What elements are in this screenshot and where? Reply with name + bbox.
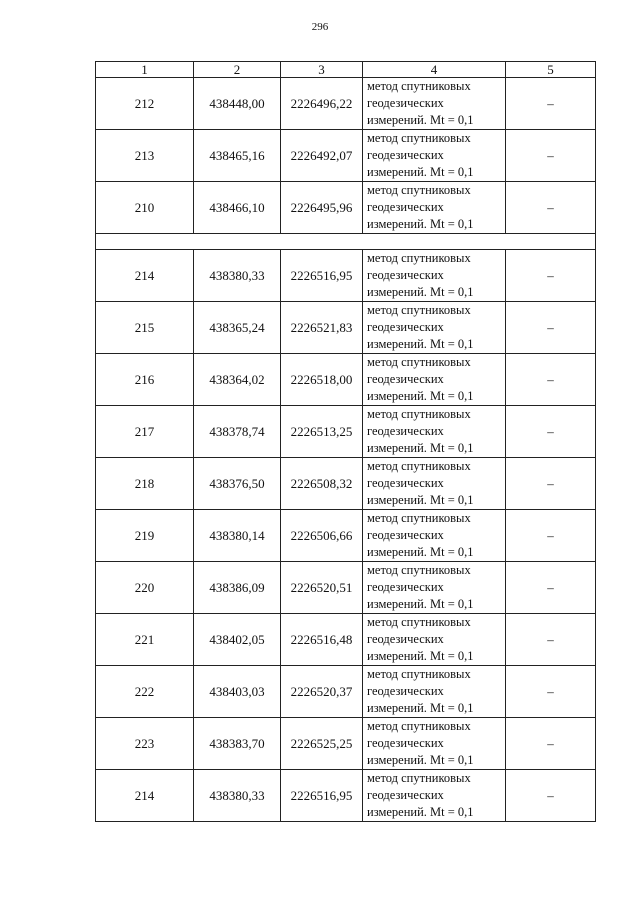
table-body: [96, 78, 596, 822]
method-line: метод спутниковых: [367, 719, 471, 733]
note-cell: –: [506, 718, 596, 770]
method-line: измерений. Mt = 0,1: [367, 753, 474, 767]
x-coordinate-cell: 438364,02: [194, 354, 281, 406]
y-coordinate-cell: 2226516,95: [281, 770, 363, 822]
method-line: метод спутниковых: [367, 563, 471, 577]
method-line: геодезических: [367, 632, 444, 646]
point-number-cell: 221: [96, 614, 194, 666]
table-row: [96, 78, 596, 130]
method-cell: [363, 130, 506, 182]
method-line: измерений. Mt = 0,1: [367, 113, 474, 127]
point-number-cell: 214: [96, 250, 194, 302]
y-coordinate-cell: 2226525,25: [281, 718, 363, 770]
method-line: метод спутниковых: [367, 459, 471, 473]
method-line: метод спутниковых: [367, 511, 471, 525]
table-row: [96, 666, 596, 718]
x-coordinate-cell: 438380,33: [194, 770, 281, 822]
x-coordinate-cell: 438466,10: [194, 182, 281, 234]
y-coordinate-cell: 2226516,95: [281, 250, 363, 302]
point-number-cell: 223: [96, 718, 194, 770]
table-row: [96, 458, 596, 510]
method-line: геодезических: [367, 736, 444, 750]
method-cell: [363, 510, 506, 562]
column-header: 4: [363, 62, 506, 78]
y-coordinate-cell: 2226495,96: [281, 182, 363, 234]
x-coordinate-cell: 438403,03: [194, 666, 281, 718]
table-row: [96, 354, 596, 406]
column-header: 3: [281, 62, 363, 78]
method-cell: [363, 614, 506, 666]
method-cell: [363, 458, 506, 510]
point-number-cell: 218: [96, 458, 194, 510]
separator-cell: [96, 234, 596, 250]
method-line: метод спутниковых: [367, 667, 471, 681]
method-line: метод спутниковых: [367, 79, 471, 93]
y-coordinate-cell: 2226518,00: [281, 354, 363, 406]
y-coordinate-cell: 2226513,25: [281, 406, 363, 458]
method-line: измерений. Mt = 0,1: [367, 649, 474, 663]
x-coordinate-cell: 438378,74: [194, 406, 281, 458]
column-header: 2: [194, 62, 281, 78]
x-coordinate-cell: 438383,70: [194, 718, 281, 770]
table-row: [96, 718, 596, 770]
method-cell: [363, 250, 506, 302]
note-cell: –: [506, 458, 596, 510]
table-row: [96, 562, 596, 614]
method-line: метод спутниковых: [367, 615, 471, 629]
table-header-row: [96, 62, 596, 78]
note-cell: –: [506, 770, 596, 822]
point-number-cell: 212: [96, 78, 194, 130]
table-row: [96, 510, 596, 562]
point-number-cell: 215: [96, 302, 194, 354]
method-line: измерений. Mt = 0,1: [367, 545, 474, 559]
method-cell: [363, 770, 506, 822]
method-line: измерений. Mt = 0,1: [367, 441, 474, 455]
method-line: геодезических: [367, 580, 444, 594]
table-row: [96, 614, 596, 666]
separator-row: [96, 234, 596, 250]
note-cell: –: [506, 562, 596, 614]
column-header: 1: [96, 62, 194, 78]
x-coordinate-cell: 438386,09: [194, 562, 281, 614]
method-line: метод спутниковых: [367, 251, 471, 265]
coordinates-table: [95, 61, 596, 822]
method-line: измерений. Mt = 0,1: [367, 285, 474, 299]
method-line: измерений. Mt = 0,1: [367, 389, 474, 403]
x-coordinate-cell: 438380,14: [194, 510, 281, 562]
table-row: [96, 770, 596, 822]
method-line: измерений. Mt = 0,1: [367, 597, 474, 611]
method-line: геодезических: [367, 528, 444, 542]
x-coordinate-cell: 438402,05: [194, 614, 281, 666]
x-coordinate-cell: 438448,00: [194, 78, 281, 130]
method-line: измерений. Mt = 0,1: [367, 701, 474, 715]
y-coordinate-cell: 2226496,22: [281, 78, 363, 130]
y-coordinate-cell: 2226521,83: [281, 302, 363, 354]
method-line: геодезических: [367, 788, 444, 802]
method-line: геодезических: [367, 424, 444, 438]
y-coordinate-cell: 2226508,32: [281, 458, 363, 510]
point-number-cell: 219: [96, 510, 194, 562]
note-cell: –: [506, 614, 596, 666]
point-number-cell: 222: [96, 666, 194, 718]
table-row: [96, 302, 596, 354]
method-cell: [363, 562, 506, 614]
table-row: [96, 182, 596, 234]
x-coordinate-cell: 438365,24: [194, 302, 281, 354]
method-line: метод спутниковых: [367, 771, 471, 785]
point-number-cell: 214: [96, 770, 194, 822]
page-number: 296: [311, 21, 329, 33]
method-line: метод спутниковых: [367, 131, 471, 145]
point-number-cell: 216: [96, 354, 194, 406]
method-cell: [363, 78, 506, 130]
point-number-cell: 217: [96, 406, 194, 458]
method-cell: [363, 666, 506, 718]
method-line: измерений. Mt = 0,1: [367, 805, 474, 819]
table-row: [96, 406, 596, 458]
method-line: метод спутниковых: [367, 407, 471, 421]
note-cell: –: [506, 182, 596, 234]
table-row: [96, 250, 596, 302]
point-number-cell: 213: [96, 130, 194, 182]
note-cell: –: [506, 302, 596, 354]
method-cell: [363, 302, 506, 354]
method-line: геодезических: [367, 96, 444, 110]
method-line: геодезических: [367, 320, 444, 334]
method-cell: [363, 718, 506, 770]
note-cell: –: [506, 354, 596, 406]
method-line: геодезических: [367, 148, 444, 162]
point-number-cell: 210: [96, 182, 194, 234]
note-cell: –: [506, 406, 596, 458]
method-line: геодезических: [367, 684, 444, 698]
note-cell: –: [506, 78, 596, 130]
method-line: геодезических: [367, 372, 444, 386]
method-line: геодезических: [367, 200, 444, 214]
x-coordinate-cell: 438380,33: [194, 250, 281, 302]
note-cell: –: [506, 666, 596, 718]
method-line: измерений. Mt = 0,1: [367, 337, 474, 351]
method-line: метод спутниковых: [367, 355, 471, 369]
y-coordinate-cell: 2226516,48: [281, 614, 363, 666]
x-coordinate-cell: 438376,50: [194, 458, 281, 510]
y-coordinate-cell: 2226492,07: [281, 130, 363, 182]
method-cell: [363, 182, 506, 234]
column-header: 5: [506, 62, 596, 78]
method-line: метод спутниковых: [367, 303, 471, 317]
method-cell: [363, 406, 506, 458]
note-cell: –: [506, 130, 596, 182]
note-cell: –: [506, 250, 596, 302]
table-row: [96, 130, 596, 182]
method-line: измерений. Mt = 0,1: [367, 217, 474, 231]
method-cell: [363, 354, 506, 406]
note-cell: –: [506, 510, 596, 562]
point-number-cell: 220: [96, 562, 194, 614]
method-line: метод спутниковых: [367, 183, 471, 197]
y-coordinate-cell: 2226520,51: [281, 562, 363, 614]
y-coordinate-cell: 2226506,66: [281, 510, 363, 562]
x-coordinate-cell: 438465,16: [194, 130, 281, 182]
method-line: геодезических: [367, 476, 444, 490]
method-line: измерений. Mt = 0,1: [367, 493, 474, 507]
method-line: измерений. Mt = 0,1: [367, 165, 474, 179]
method-line: геодезических: [367, 268, 444, 282]
y-coordinate-cell: 2226520,37: [281, 666, 363, 718]
